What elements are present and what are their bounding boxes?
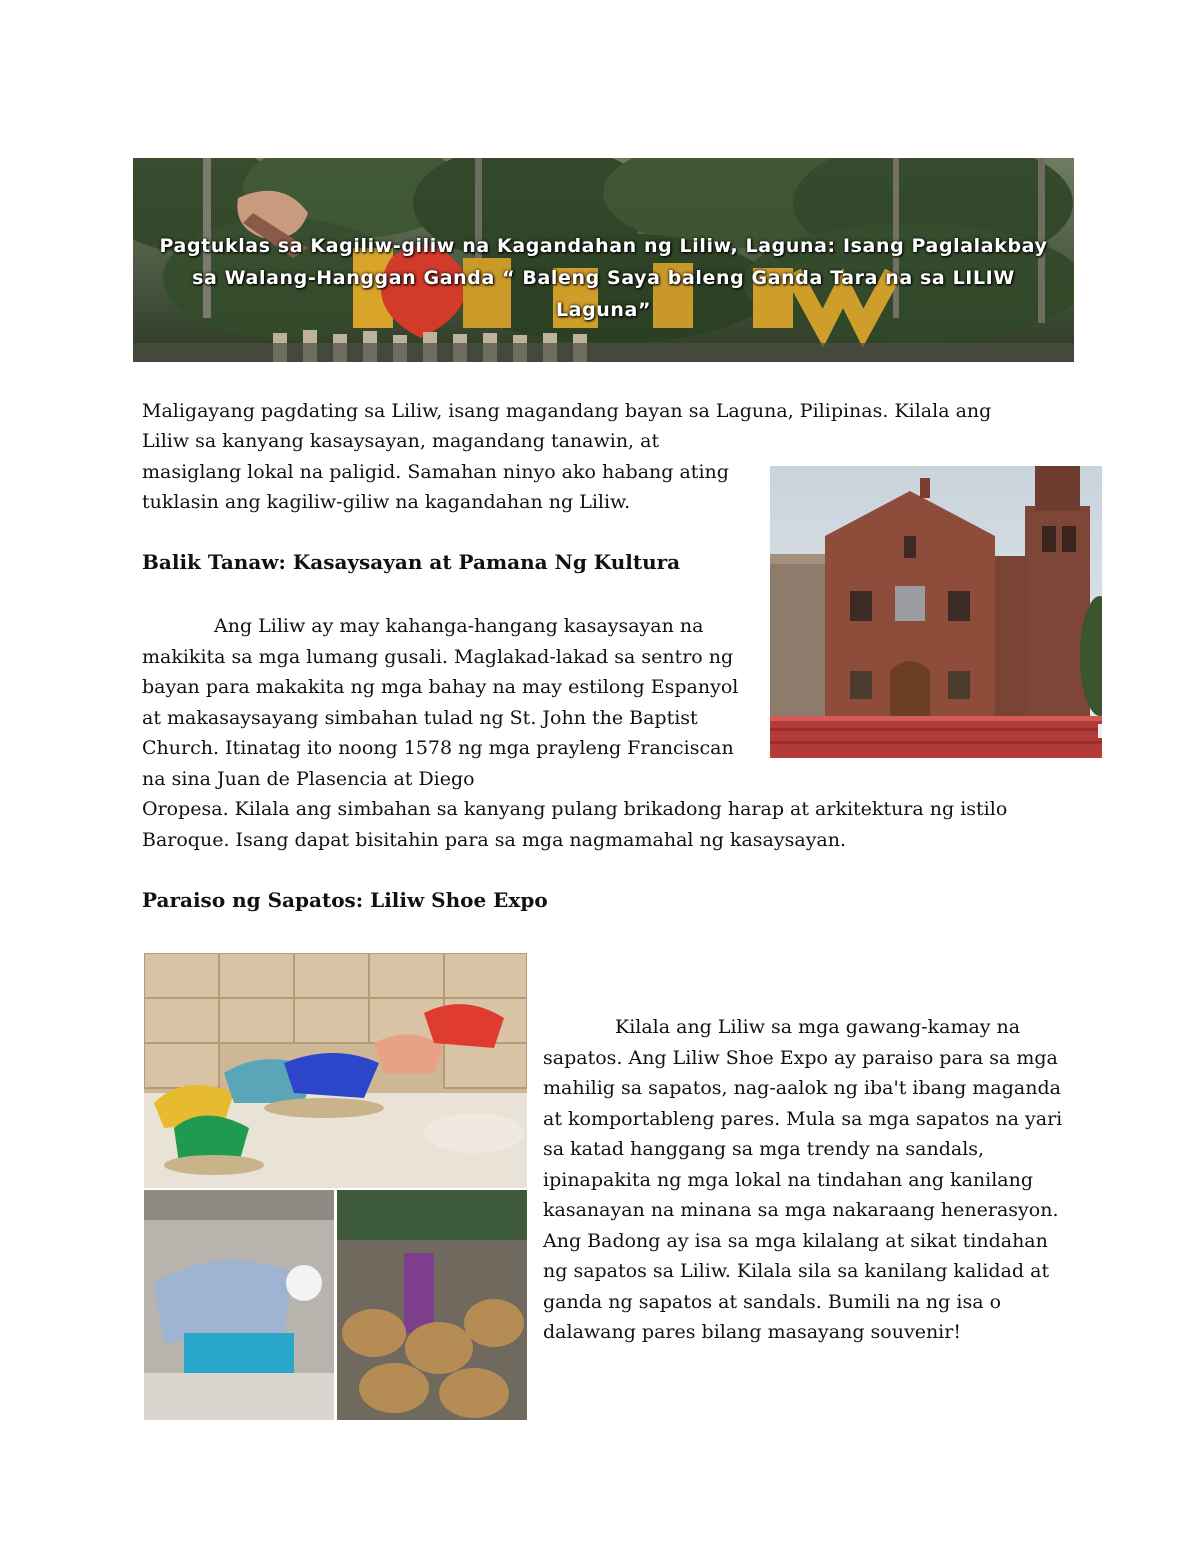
church-photo bbox=[770, 466, 1102, 758]
shoe-text: Kilala ang Liliw sa mga gawang-kamay na sapatos. Ang Liliw Shoe Expo ay paraiso para sa mga mahilig sa sapatos, nag-aalok ng iba't ibang maganda at komportableng pares. Mula sa mga sapatos na yari sa katad hanggang sa mga trendy na sandals, ipinapakita ng mga lokal na tindahan ang kanilang kasanayan na minana sa mga nakaraang henerasyon. Ang Badong ay isa sa mga kilalang at sikat tindahan ng sapatos sa Liliw. Kilala sila sa kanilang kalidad at ganda ng sapatos at sandals. Bumili na ng isa o dalawang pares bilang masayang souvenir! bbox=[543, 1016, 1063, 1343]
shoe-paragraph bbox=[543, 1012, 1063, 1348]
intro-paragraph: Liliw sa kanyang kasaysayan, magandang tanawin, at masiglang lokal na paligid. Samahan ninyo ako habang ating tuklasin ang kagiliw-giliw na kagandahan ng Liliw. bbox=[142, 430, 729, 513]
header-banner bbox=[133, 158, 1074, 362]
intro-first-line: Maligayang pagdating sa Liliw, isang magandang bayan sa Laguna, Pilipinas. Kilala ang bbox=[142, 400, 992, 422]
history-paragraph-full: Oropesa. Kilala ang simbahan sa kanyang pulang brikadong harap at arkitektura ng istilo Baroque. Isang dapat bisitahin para sa mga nagmamahal ng kasaysayan. bbox=[142, 798, 1008, 851]
section-heading-shoes: Paraiso ng Sapatos: Liliw Shoe Expo bbox=[142, 888, 548, 912]
history-text-part1: Ang Liliw ay may kahanga-hangang kasaysayan na makikita sa mga lumang gusali. Maglakad-lakad sa sentro ng bayan para makakita ng mga bahay na may estilong Espanyol at makasaysayang simbahan tulad ng St. John the Baptist Church. Itinatag ito noong 1578 ng mga prayleng Franciscan na sina Juan de Plasencia at Diego bbox=[142, 615, 739, 790]
banner-title: Pagtuklas sa Kagiliw-giliw na Kagandahan ng Liliw, Laguna: Isang Paglalakbay sa Walang-Hanggan Ganda “ Baleng Saya baleng Ganda Tara na sa LILIW Laguna” bbox=[159, 235, 1048, 321]
history-paragraph-wrapped bbox=[142, 611, 742, 794]
section-heading-history: Balik Tanaw: Kasaysayan at Pamana Ng Kultura bbox=[142, 550, 681, 574]
shoe-collage-photo bbox=[144, 953, 527, 1420]
